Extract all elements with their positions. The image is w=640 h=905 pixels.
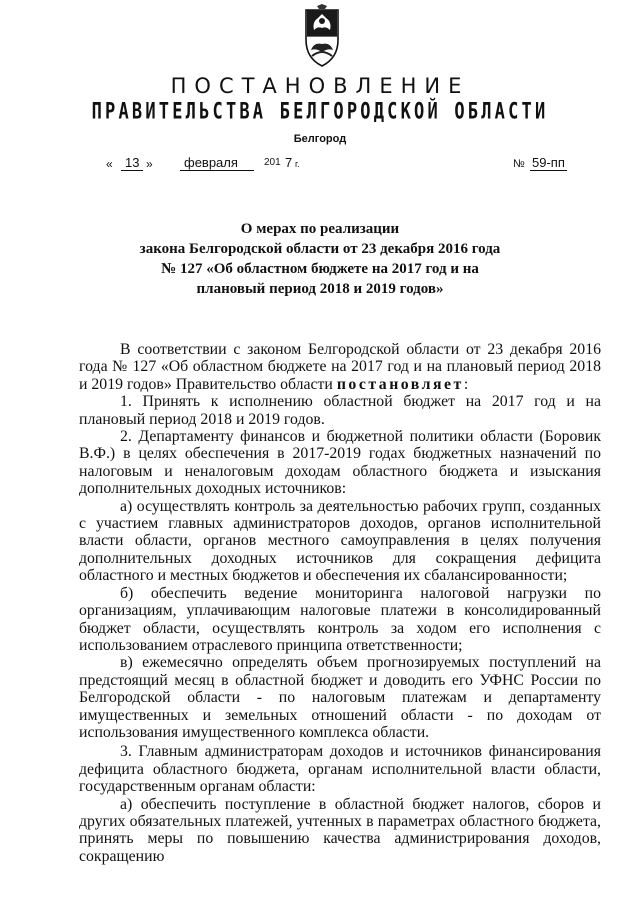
- government-name: ПРАВИТЕЛЬСТВА БЕЛГОРОДСКОЙ ОБЛАСТИ: [91, 99, 549, 125]
- paragraph: 3. Главным администраторам доходов и источников финансирования дефицита областного бюджета, органам исполнительной власти области, государственным органам области:: [79, 743, 601, 796]
- date-year-prefix: 201: [264, 157, 281, 168]
- document-number: 59-пп: [532, 155, 565, 170]
- intro-end: :: [463, 375, 469, 393]
- intro-text: В соответствии с законом Белгородской области от 23 декабря 2016 года № 127 «Об областном бюджете на 2017 год и на плановый период 2018 и 2019 годов» Правительство области: [79, 341, 601, 393]
- date-day: 13: [121, 155, 143, 171]
- date-quote-open: «: [106, 157, 113, 171]
- paragraph: 1. Принять к исполнению областной бюджет на 2017 год и на плановый период 2018 и 2019 годов.: [79, 393, 601, 428]
- city-name: Белгород: [293, 133, 347, 145]
- document-subject: [100, 219, 540, 299]
- paragraph: а) обеспечить поступление в областной бюджет налогов, сборов и других обязательных платежей, учтенных в параметрах областного бюджета, принять меры по повышению качества администрирования доходов, сокращению: [79, 795, 601, 865]
- paragraph: а) осуществлять контроль за деятельностью рабочих групп, созданных с участием главных администраторов доходов, органов исполнительной власти области, органов местного самоуправления в целях получения дополнительных доходных источников для сокращения дефицита областного и местных бюджетов и обеспечения их сбалансированности;: [79, 497, 601, 585]
- paragraph: в) ежемесячно определять объем прогнозируемых поступлений на предстоящий месяц в областной бюджет и доводить его УФНС России по Белгородской области - по налоговым платежам и департаменту имущественных и земельных отношений области - по доходам от использования имущественного комплекса области.: [79, 654, 601, 741]
- subject-line: плановый период 2018 и 2019 годов»: [196, 281, 444, 297]
- decree-word: постановляет: [336, 375, 464, 393]
- intro-paragraph: [79, 341, 601, 393]
- subject-line: № 127 «Об областном бюджете на 2017 год и на: [161, 261, 479, 277]
- subject-line: О мерах по реализации: [240, 221, 400, 237]
- date-month: февраля: [180, 155, 254, 171]
- date-number-line: [0, 155, 640, 175]
- document-number-label: №: [513, 158, 525, 170]
- subject-line: закона Белгородской области от 23 декабря 2016 года: [139, 241, 501, 257]
- date-year-suffix: г.: [295, 159, 300, 169]
- date-year-digit: 7: [285, 155, 293, 170]
- date-quote-close: »: [146, 157, 153, 171]
- coat-of-arms-icon: [302, 4, 342, 68]
- document-body: [79, 341, 601, 865]
- document-type-title: ПОСТАНОВЛЕНИЕ: [170, 74, 470, 98]
- paragraph: б) обеспечить ведение мониторинга налоговой нагрузки по организациям, уплачивающим налоговые платежи в консолидированный бюджет области, осуществлять контроль за ходом его исполнения с использованием отраслевого принципа ответственности;: [79, 584, 601, 654]
- paragraph: 2. Департаменту финансов и бюджетной политики области (Боровик В.Ф.) в целях обеспечения в 2017-2019 годах бюджетных назначений по налоговым и неналоговым доходам областного бюджета и изыскания дополнительных доходных источников:: [79, 428, 601, 498]
